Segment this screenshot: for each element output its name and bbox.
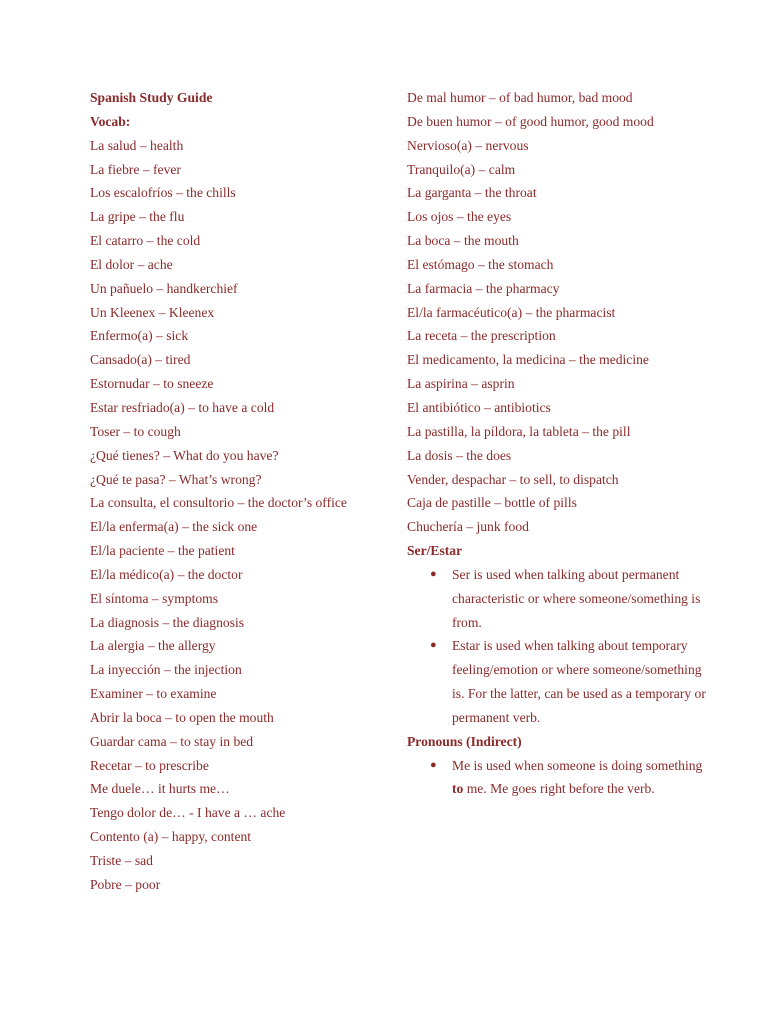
list-item: El/la enferma(a) – the sick one xyxy=(90,519,258,535)
list-item: La dosis – the does xyxy=(407,447,512,463)
bullet-text-start: Me is used when someone is doing something xyxy=(452,757,703,773)
ser-estar-heading: Ser/Estar xyxy=(407,543,463,559)
list-item: El estómago – the stomach xyxy=(407,256,554,272)
list-item: El/la farmacéutico(a) – the pharmacist xyxy=(407,304,616,320)
list-item: Examiner – to examine xyxy=(90,686,217,702)
vocab-heading: Vocab: xyxy=(90,113,131,129)
list-item: Caja de pastille – bottle of pills xyxy=(407,495,577,511)
list-item: Chuchería – junk food xyxy=(407,519,529,535)
list-item: Recetar – to prescribe xyxy=(90,757,209,773)
list-item: Estornudar – to sneeze xyxy=(90,376,214,392)
list-item: Me duele… it hurts me… xyxy=(90,781,230,797)
right-vocab-list xyxy=(407,86,707,539)
list-item: De mal humor – of bad humor, bad mood xyxy=(407,90,633,105)
bullet-icon: ● xyxy=(430,567,437,580)
list-item: La pastilla, la píldora, la tableta – the pill xyxy=(407,423,631,439)
list-item: ¿Qué te pasa? – What’s wrong? xyxy=(90,471,262,487)
list-item: Pobre – poor xyxy=(90,876,161,892)
bullet-text: Estar is used when talking about temporary feeling/emotion or where someone/something is. For the latter, can be used as a temporary or permanent verb. xyxy=(452,638,706,725)
page-title: Spanish Study Guide xyxy=(90,90,213,105)
list-item: Vender, despachar – to sell, to dispatch xyxy=(407,471,619,487)
list-item: El catarro – the cold xyxy=(90,233,201,249)
bullet-icon: ● xyxy=(430,758,437,771)
list-item: Triste – sad xyxy=(90,853,153,868)
list-item: La aspirina – asprin xyxy=(407,376,515,392)
list-item: Abrir la boca – to open the mouth xyxy=(90,709,274,725)
right-column xyxy=(407,86,707,801)
list-item: La inyección – the injection xyxy=(90,662,242,678)
list-item xyxy=(430,754,707,802)
pronouns-list xyxy=(407,754,707,802)
list-item: La gripe – the flu xyxy=(90,209,185,225)
list-item: ¿Qué tienes? – What do you have? xyxy=(90,447,279,463)
list-item: Tengo dolor de… - I have a … ache xyxy=(90,805,286,821)
list-item: El/la paciente – the patient xyxy=(90,543,235,559)
list-item: El antibiótico – antibiotics xyxy=(407,399,551,415)
list-item: El/la médico(a) – the doctor xyxy=(90,566,243,582)
list-item: La receta – the prescription xyxy=(407,328,556,344)
list-item xyxy=(430,634,707,729)
left-vocab-list xyxy=(90,134,390,897)
list-item: Toser – to cough xyxy=(90,423,181,439)
bullet-text-emphasis: to xyxy=(452,781,464,797)
list-item: La farmacia – the pharmacy xyxy=(407,280,560,296)
list-item: De buen humor – of good humor, good mood xyxy=(407,113,654,129)
list-item: El síntoma – symptoms xyxy=(90,590,219,606)
bullet-text-end: me. Me goes right before the verb. xyxy=(463,781,655,797)
bullet-text: Ser is used when talking about permanent characteristic or where someone/something is from. xyxy=(452,566,701,630)
list-item: El dolor – ache xyxy=(90,256,173,272)
list-item: La boca – the mouth xyxy=(407,233,519,249)
list-item: La diagnosis – the diagnosis xyxy=(90,614,245,630)
list-item: Un pañuelo – handkerchief xyxy=(90,280,238,296)
list-item: Contento (a) – happy, content xyxy=(90,829,252,845)
list-item: Un Kleenex – Kleenex xyxy=(90,304,215,320)
pronouns-heading: Pronouns (Indirect) xyxy=(407,733,522,749)
list-item: La consulta, el consultorio – the doctor’s office xyxy=(90,495,347,511)
list-item: Cansado(a) – tired xyxy=(90,352,191,368)
list-item: La garganta – the throat xyxy=(407,185,537,201)
list-item: La fiebre – fever xyxy=(90,161,181,177)
list-item: Tranquilo(a) – calm xyxy=(407,161,516,177)
bullet-icon: ● xyxy=(430,639,437,652)
list-item: Guardar cama – to stay in bed xyxy=(90,733,254,749)
list-item: Nervioso(a) – nervous xyxy=(407,137,529,153)
list-item: Enfermo(a) – sick xyxy=(90,328,189,344)
list-item: Los ojos – the eyes xyxy=(407,209,512,225)
ser-estar-list xyxy=(407,563,707,730)
list-item: Los escalofríos – the chills xyxy=(90,185,236,201)
list-item: La salud – health xyxy=(90,137,184,153)
list-item: Estar resfriado(a) – to have a cold xyxy=(90,399,275,415)
list-item: La alergia – the allergy xyxy=(90,638,216,654)
list-item xyxy=(430,563,707,635)
left-column xyxy=(90,86,390,897)
list-item: El medicamento, la medicina – the medicine xyxy=(407,352,649,368)
